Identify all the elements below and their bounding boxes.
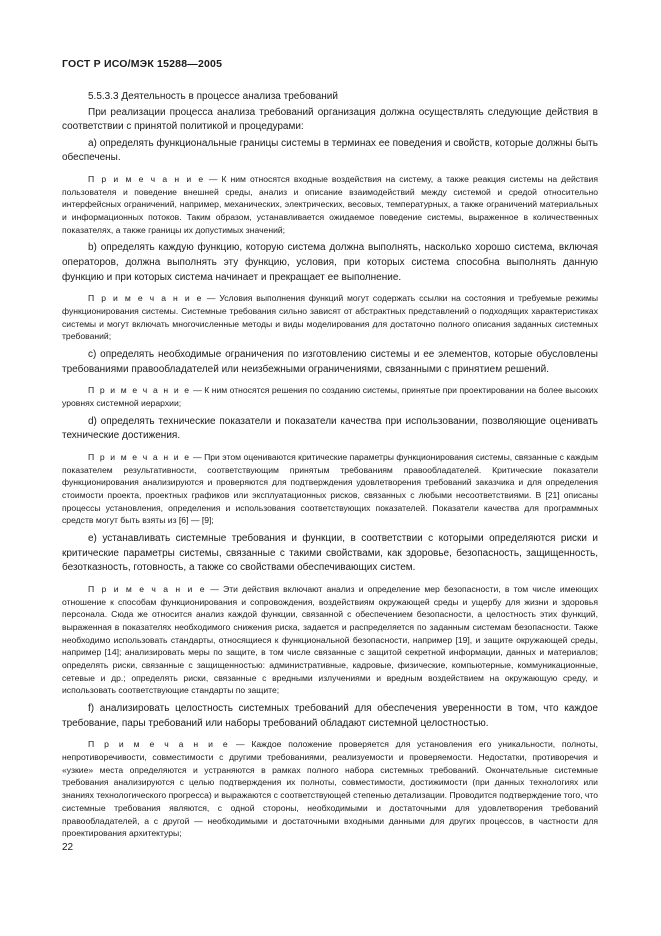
item-c: с) определять необходимые ограничения по изготовлению системы и ее элементов, которые обусловлены требованиями правообладателей или неизбежными ограничениями, связанными с принятием решений. bbox=[62, 349, 598, 375]
note-label: П р и м е ч а н и е bbox=[88, 173, 205, 184]
content bbox=[62, 90, 598, 840]
note-c bbox=[62, 384, 598, 409]
item-e: е) устанавливать системные требования и функции, в соответствии с которыми определяются риски и критические параметры системы, связанные с такими свойствами, как здоровье, безопасность, защищенность, безотказность, готовность, а также со свойствами обеспечивающих систем. bbox=[62, 533, 598, 574]
note-label: П р и м е ч а н и е bbox=[88, 739, 230, 750]
note-text: — Эти действия включают анализ и определение мер безопасности, в том числе имеющих отношение к способам функционирования и сопровождения, воздействиям окружающей среды и ущербу для жизни и здоровья персонала. Сюда же относится анализ каждой функции, связанной с обеспечением безопасности, а целостность этих функций, выраженная в показателях необходимого снижения риска, задается и распределяется по заданным системам безопасности. Также необходимо использовать стандарты, относящиеся к функциональной безопасности, например [19], и защите окружающей среды, например [14]; анализировать меры по защите, в том числе связанные с защитой секретной информации, данных и материалов; определять риски, связанные с защищенностью: административные, кадровые, физические, компьютерные, коммуникационные, сетевые и др.; определять риски, связанные с вредными излучениями и вредным воздействием на окружающую среду, и использовать соответствующие стандарты по защите; bbox=[62, 583, 598, 696]
note-d bbox=[62, 451, 598, 527]
note-text: — При этом оцениваются критические параметры функционирования системы, связанные с каждым показателем результативности, соответствующим принятым требованиям правообладателей. Критические показатели функционирования анализируются и проверяются для подтверждения удовлетворения требований заказчика и для определения стоимости проекта, проектных графиков или эксплуатационных рисков, связанных с любыми несоответствиями. В [21] описаны процессы установления, определения и использования соответствующих показателей. Показатели качества для программных средств могут быть взяты из [6] — [9]; bbox=[62, 451, 598, 526]
item-f: f) анализировать целостность системных требований для обеспечения уверенности в том, что каждое требование, пары требований или наборы требований обладают системной целостностью. bbox=[62, 703, 598, 729]
item-a: а) определять функциональные границы системы в терминах ее поведения и свойств, которые должны быть обеспечены. bbox=[62, 137, 598, 164]
note-label: П р и м е ч а н и е bbox=[88, 583, 207, 594]
note-text: — Каждое положение проверяется для установления его уникальности, полноты, непротиворечивости, совместимости с другими требованиями, реализуемости и проверяемости. Недостатки, противоречия и «узкие» места определяются и устраняются в рамках полного набора системных требований. Окончательные системные требования анализируются с целью подтверждения их полноты, совместимости, достижимости (при данных технологиях или знаниях технологического прогресса) и выражаются с соответствующей степенью детализации. Проводится подтверждение того, что системные требования являются, с одной стороны, необходимыми и достаточными для удовлетворения требований правообладателей, а с другой — необходимыми и достаточными входными данными для других процессов, в частности для проектирования архитектуры; bbox=[62, 739, 598, 839]
item-d: d) определять технические показатели и показатели качества при использовании, позволяющие оценивать технические достижения. bbox=[62, 415, 598, 442]
note-text: — Условия выполнения функций могут содержать ссылки на состояния и требуемые режимы функционирования системы. Системные требования сильно зависят от абстрактных представлений о подходящих характеристиках системы и могут включать многочисленные методы и виды моделирования для достаточно полного описания заданных системных требований; bbox=[62, 293, 598, 342]
item-b: b) определять каждую функцию, которую система должна выполнять, насколько хорошо система, включая операторов, должна выполнять эту функцию, условия, при которых система способна выполнять данную функцию и при которых система начинает и прекращает ее выполнение. bbox=[62, 242, 598, 283]
note-e bbox=[62, 583, 598, 697]
intro-paragraph: При реализации процесса анализа требований организация должна осуществлять следующие действия в соответствии с принятой политикой и процедурами: bbox=[62, 106, 598, 133]
note-a bbox=[62, 173, 598, 237]
page-number: 22 bbox=[62, 842, 74, 853]
standard-header: ГОСТ Р ИСО/МЭК 15288—2005 bbox=[62, 58, 223, 70]
note-label: П р и м е ч а н и е bbox=[88, 385, 191, 396]
note-b bbox=[62, 292, 598, 343]
note-text: — К ним относятся входные воздействия на систему, а также реакция системы на действия пользователя и поведение внешней среды, анализ и описание взаимодействий между системой и средой относительно интерфейсных ограничений, например, механических, электрических, весовых, температурных, а также ограничений материальных и информационных потоков. Таким образом, устанавливается ожидаемое поведение системы, выраженное в количественных показателях, а также границы их допустимых значений; bbox=[62, 173, 598, 235]
note-label: П р и м е ч а н и е bbox=[88, 451, 191, 462]
section-heading: 5.5.3.3 Деятельность в процессе анализа требований bbox=[88, 91, 338, 102]
note-label: П р и м е ч а н и е bbox=[88, 293, 204, 304]
note-f bbox=[62, 738, 598, 840]
note-text: — К ним относятся решения по созданию системы, принятые при проектировании на более высоких уровнях системной иерархии; bbox=[62, 385, 598, 408]
